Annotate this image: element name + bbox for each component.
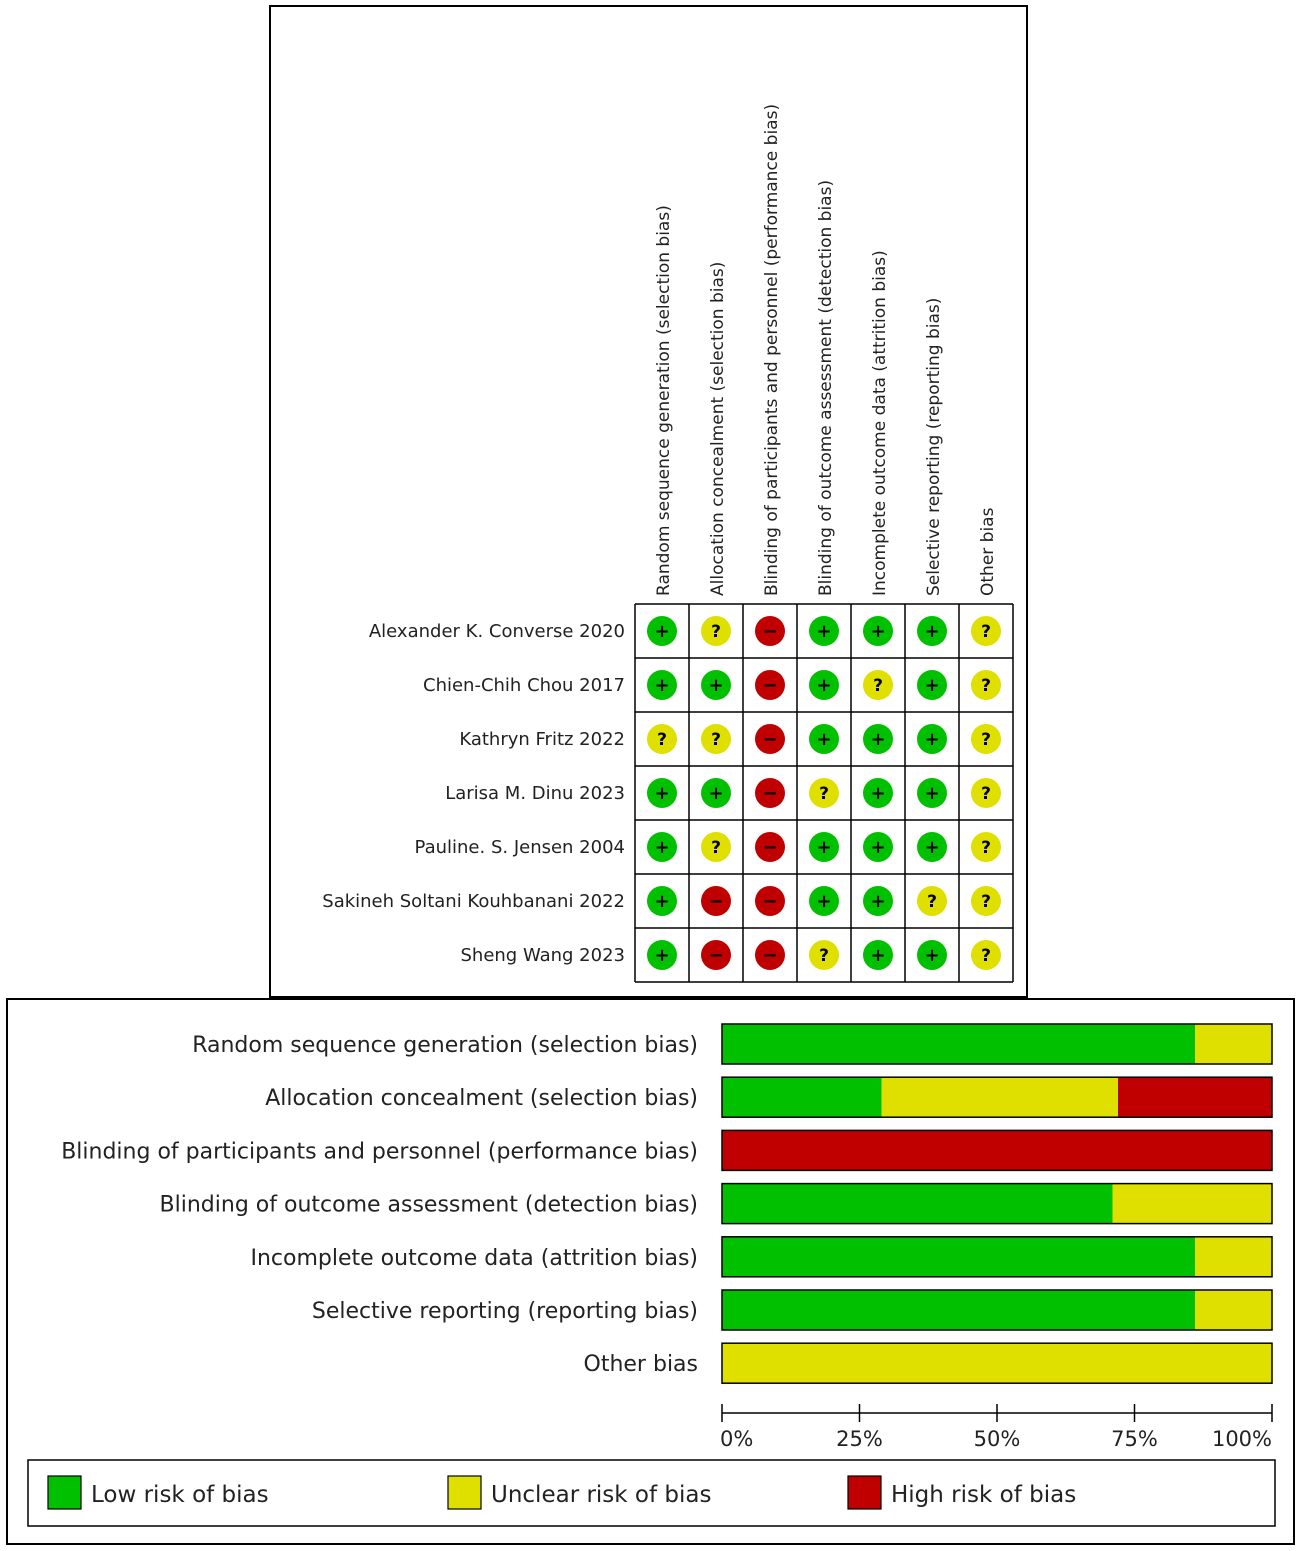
x-tick-label: 25% xyxy=(836,1427,883,1451)
rating-glyph: ? xyxy=(981,676,991,696)
x-tick-label: 50% xyxy=(973,1427,1021,1451)
rating-low-icon xyxy=(809,886,839,916)
risk-of-bias-graph xyxy=(6,998,1295,1545)
legend-label-unclear: Unclear risk of bias xyxy=(491,1482,712,1508)
column-header-blinding-of-participants-and-personnel-performance-bias: Blinding of participants and personnel (performance bias) xyxy=(762,103,782,596)
bar-segment-low xyxy=(722,1184,1113,1224)
rating-glyph: ? xyxy=(981,622,991,642)
rating-glyph: ? xyxy=(981,784,991,804)
study-label-kathryn-fritz-2022: Kathryn Fritz 2022 xyxy=(459,729,625,750)
rating-low-icon xyxy=(863,724,893,754)
rating-unclear-icon xyxy=(701,616,731,646)
bias-bar-chart xyxy=(8,1000,1297,1547)
bar-segment-unclear xyxy=(1195,1237,1272,1277)
bar-segment-high xyxy=(1118,1077,1272,1117)
rating-glyph: ? xyxy=(981,892,991,912)
rating-glyph: + xyxy=(870,945,886,966)
rating-low-icon xyxy=(647,778,677,808)
bar-segment-low xyxy=(722,1237,1195,1277)
bar-label-other-bias: Other bias xyxy=(583,1352,698,1378)
rating-glyph: ? xyxy=(981,946,991,966)
bar-segment-unclear xyxy=(882,1077,1119,1117)
rating-glyph: + xyxy=(924,729,940,750)
rating-glyph: + xyxy=(816,621,832,642)
rating-glyph: − xyxy=(708,891,724,912)
rating-glyph: + xyxy=(816,675,832,696)
rating-glyph: + xyxy=(924,621,940,642)
study-label-sakineh-soltani-kouhbanani-2022: Sakineh Soltani Kouhbanani 2022 xyxy=(322,891,625,912)
rating-glyph: + xyxy=(654,621,670,642)
rating-low-icon xyxy=(863,616,893,646)
rating-glyph: ? xyxy=(819,784,829,804)
x-tick-label: 75% xyxy=(1111,1427,1158,1451)
rating-unclear-icon xyxy=(971,724,1001,754)
rating-low-icon xyxy=(809,724,839,754)
rating-high-icon xyxy=(755,940,785,970)
rating-unclear-icon xyxy=(917,886,947,916)
rating-glyph: + xyxy=(870,837,886,858)
rating-glyph: − xyxy=(762,891,778,912)
rating-high-icon xyxy=(701,940,731,970)
rating-unclear-icon xyxy=(809,940,839,970)
rating-low-icon xyxy=(917,724,947,754)
rating-high-icon xyxy=(755,670,785,700)
rating-glyph: ? xyxy=(711,622,721,642)
rating-low-icon xyxy=(647,832,677,862)
rating-low-icon xyxy=(917,778,947,808)
rating-unclear-icon xyxy=(971,778,1001,808)
rating-unclear-icon xyxy=(971,940,1001,970)
rating-unclear-icon xyxy=(701,832,731,862)
rating-glyph: − xyxy=(762,783,778,804)
rating-glyph: − xyxy=(762,621,778,642)
column-header-allocation-concealment-selection-bias: Allocation concealment (selection bias) xyxy=(708,261,728,596)
bar-label-blinding-of-participants-and-personnel-performance-bias: Blinding of participants and personnel (performance bias) xyxy=(61,1139,698,1165)
bar-segment-unclear xyxy=(722,1343,1272,1383)
x-tick-label: 100% xyxy=(1211,1427,1272,1451)
rating-low-icon xyxy=(647,616,677,646)
rating-low-icon xyxy=(863,778,893,808)
study-label-sheng-wang-2023: Sheng Wang 2023 xyxy=(460,945,625,966)
rating-glyph: ? xyxy=(873,676,883,696)
rating-low-icon xyxy=(701,778,731,808)
bar-label-blinding-of-outcome-assessment-detection-bias: Blinding of outcome assessment (detection bias) xyxy=(159,1192,698,1218)
rating-glyph: + xyxy=(654,945,670,966)
rating-unclear-icon xyxy=(971,670,1001,700)
rating-low-icon xyxy=(863,832,893,862)
rating-unclear-icon xyxy=(971,616,1001,646)
summary-grid xyxy=(271,7,1030,1000)
legend-label-high: High risk of bias xyxy=(891,1482,1077,1508)
rating-glyph: − xyxy=(762,945,778,966)
study-label-alexander-k-converse-2020: Alexander K. Converse 2020 xyxy=(368,621,625,642)
rating-low-icon xyxy=(917,832,947,862)
rating-unclear-icon xyxy=(971,886,1001,916)
bar-segment-high xyxy=(722,1130,1272,1170)
bar-label-random-sequence-generation-selection-bias: Random sequence generation (selection bias) xyxy=(192,1033,698,1058)
rating-glyph: + xyxy=(708,783,724,804)
rating-glyph: + xyxy=(708,675,724,696)
legend-swatch-unclear xyxy=(448,1476,481,1509)
column-header-random-sequence-generation-selection-bias: Random sequence generation (selection bias) xyxy=(654,205,674,596)
bar-segment-low xyxy=(722,1077,882,1117)
rating-high-icon xyxy=(755,778,785,808)
bar-segment-low xyxy=(722,1024,1195,1064)
rating-glyph: ? xyxy=(711,730,721,750)
rating-glyph: + xyxy=(816,729,832,750)
column-header-other-bias: Other bias xyxy=(978,507,998,596)
rating-glyph: + xyxy=(816,837,832,858)
bar-segment-unclear xyxy=(1195,1024,1272,1064)
rating-unclear-icon xyxy=(809,778,839,808)
rating-glyph: + xyxy=(924,945,940,966)
rating-high-icon xyxy=(755,724,785,754)
study-label-larisa-m-dinu-2023: Larisa M. Dinu 2023 xyxy=(445,783,625,804)
column-header-selective-reporting-reporting-bias: Selective reporting (reporting bias) xyxy=(924,297,944,596)
rating-high-icon xyxy=(755,616,785,646)
rating-glyph: − xyxy=(708,945,724,966)
rating-glyph: + xyxy=(654,891,670,912)
rating-unclear-icon xyxy=(971,832,1001,862)
bar-label-incomplete-outcome-data-attrition-bias: Incomplete outcome data (attrition bias) xyxy=(250,1245,698,1271)
rating-glyph: − xyxy=(762,837,778,858)
risk-of-bias-summary xyxy=(269,5,1028,998)
rating-glyph: − xyxy=(762,675,778,696)
rating-glyph: + xyxy=(924,675,940,696)
rating-glyph: + xyxy=(870,729,886,750)
study-label-pauline-s-jensen-2004: Pauline. S. Jensen 2004 xyxy=(414,837,625,858)
rating-low-icon xyxy=(809,832,839,862)
legend-swatch-low xyxy=(48,1476,81,1509)
rating-low-icon xyxy=(647,670,677,700)
rating-glyph: + xyxy=(654,783,670,804)
rating-low-icon xyxy=(647,940,677,970)
rating-glyph: + xyxy=(654,675,670,696)
rating-unclear-icon xyxy=(647,724,677,754)
rating-glyph: ? xyxy=(981,730,991,750)
rating-low-icon xyxy=(809,616,839,646)
legend-swatch-high xyxy=(848,1476,881,1509)
bar-segment-unclear xyxy=(1195,1290,1272,1330)
rating-high-icon xyxy=(755,886,785,916)
rating-glyph: + xyxy=(924,783,940,804)
rating-unclear-icon xyxy=(701,724,731,754)
rating-low-icon xyxy=(917,670,947,700)
column-header-incomplete-outcome-data-attrition-bias: Incomplete outcome data (attrition bias) xyxy=(870,250,890,596)
rating-glyph: ? xyxy=(711,838,721,858)
legend-label-low: Low risk of bias xyxy=(91,1482,269,1508)
study-label-chien-chih-chou-2017: Chien-Chih Chou 2017 xyxy=(423,675,625,696)
rating-glyph: + xyxy=(870,783,886,804)
rating-glyph: + xyxy=(870,621,886,642)
bar-label-allocation-concealment-selection-bias: Allocation concealment (selection bias) xyxy=(265,1086,698,1112)
rating-glyph: ? xyxy=(981,838,991,858)
bar-label-selective-reporting-reporting-bias: Selective reporting (reporting bias) xyxy=(311,1299,698,1324)
rating-glyph: + xyxy=(870,891,886,912)
rating-low-icon xyxy=(917,940,947,970)
rating-glyph: ? xyxy=(819,946,829,966)
rating-low-icon xyxy=(701,670,731,700)
rating-low-icon xyxy=(809,670,839,700)
rating-low-icon xyxy=(647,886,677,916)
column-header-blinding-of-outcome-assessment-detection-bias: Blinding of outcome assessment (detection bias) xyxy=(816,179,836,596)
rating-high-icon xyxy=(755,832,785,862)
bar-segment-unclear xyxy=(1113,1184,1273,1224)
bar-segment-low xyxy=(722,1290,1195,1330)
rating-unclear-icon xyxy=(863,670,893,700)
rating-low-icon xyxy=(863,940,893,970)
rating-glyph: + xyxy=(816,891,832,912)
rating-glyph: − xyxy=(762,729,778,750)
rating-glyph: + xyxy=(654,837,670,858)
rating-glyph: ? xyxy=(927,892,937,912)
rating-low-icon xyxy=(917,616,947,646)
rating-high-icon xyxy=(701,886,731,916)
rating-glyph: ? xyxy=(657,730,667,750)
rating-glyph: + xyxy=(924,837,940,858)
x-tick-label: 0% xyxy=(720,1427,754,1451)
rating-low-icon xyxy=(863,886,893,916)
